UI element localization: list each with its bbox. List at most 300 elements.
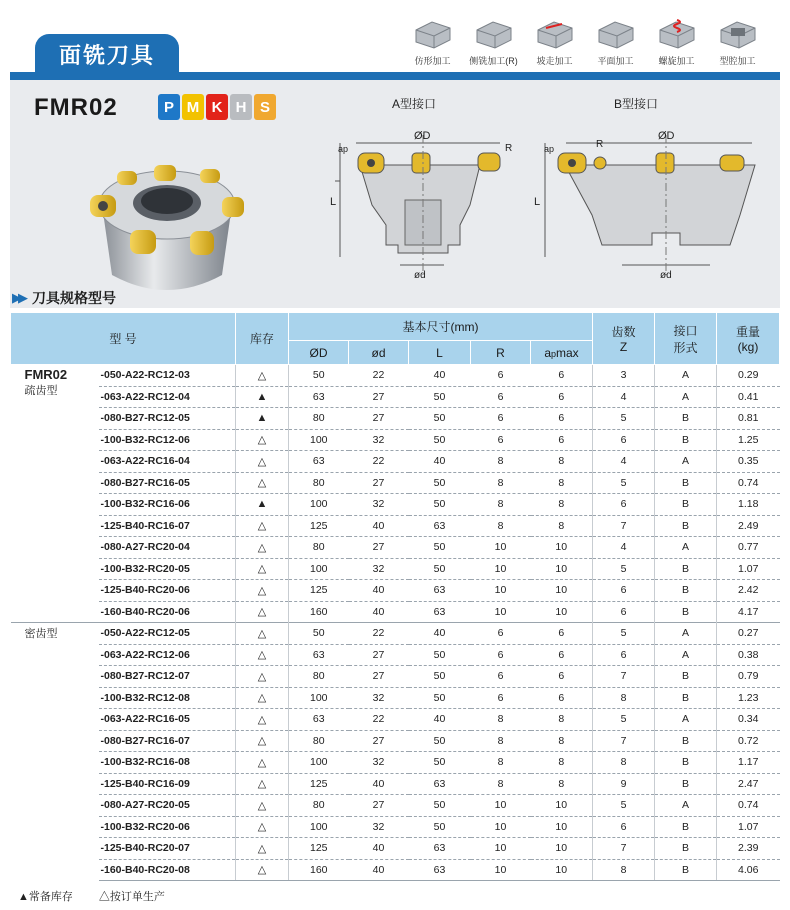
radius-value: 6	[471, 687, 531, 709]
operation-2	[465, 16, 522, 67]
weight-value: 0.79	[717, 666, 780, 688]
stock-status: △	[236, 838, 289, 860]
table-row	[11, 365, 780, 387]
interface-value: B	[655, 494, 717, 516]
table-row	[11, 795, 780, 817]
length-value: 50	[409, 537, 471, 559]
interface-value: A	[655, 365, 717, 387]
table-row	[11, 558, 780, 580]
radius-value: 8	[471, 773, 531, 795]
bore-value: 22	[349, 365, 409, 387]
teeth-value: 7	[593, 730, 655, 752]
model-code: -080-A27-RC20-04	[99, 537, 236, 559]
radius-value: 6	[471, 623, 531, 645]
model-code: -080-B27-RC12-05	[99, 408, 236, 430]
teeth-value: 8	[593, 859, 655, 881]
weight-value: 0.74	[717, 472, 780, 494]
operation-icons	[404, 16, 766, 67]
header-stock: 库存	[236, 313, 289, 365]
radius-value: 6	[471, 666, 531, 688]
bore-value: 32	[349, 752, 409, 774]
diagram-b-label: B型接口	[614, 97, 659, 111]
table-row	[11, 730, 780, 752]
teeth-value: 6	[593, 580, 655, 602]
length-value: 50	[409, 752, 471, 774]
svg-text:ød: ød	[414, 270, 426, 280]
table-row	[11, 494, 780, 516]
grade-badge-p: P	[158, 94, 180, 120]
teeth-value: 7	[593, 838, 655, 860]
bore-value: 27	[349, 408, 409, 430]
operation-6	[709, 16, 766, 67]
model-code: -080-B27-RC16-07	[99, 730, 236, 752]
interface-value: B	[655, 601, 717, 623]
face-mill-tool-image	[72, 135, 262, 300]
legend-stock: ▲常备库存	[18, 891, 73, 903]
weight-value: 0.81	[717, 408, 780, 430]
side-milling-icon	[473, 16, 515, 50]
radius-value: 10	[471, 601, 531, 623]
operation-label: 仿形加工	[414, 56, 451, 66]
apmax-value: 6	[531, 408, 593, 430]
bore-value: 27	[349, 730, 409, 752]
stock-status: △	[236, 472, 289, 494]
table-row	[11, 838, 780, 860]
apmax-value: 6	[531, 429, 593, 451]
operation-label: 螺旋加工	[658, 56, 695, 66]
length-value: 50	[409, 644, 471, 666]
radius-value: 10	[471, 580, 531, 602]
bore-value: 40	[349, 515, 409, 537]
svg-text:R: R	[505, 143, 513, 154]
length-value: 63	[409, 580, 471, 602]
apmax-value: 8	[531, 451, 593, 473]
table-row	[11, 644, 780, 666]
interface-value: B	[655, 515, 717, 537]
interface-value: A	[655, 709, 717, 731]
od-value: 100	[289, 429, 349, 451]
weight-value: 4.06	[717, 859, 780, 881]
stock-status: △	[236, 773, 289, 795]
interface-value: A	[655, 451, 717, 473]
teeth-value: 5	[593, 795, 655, 817]
group-label: 密齿型	[11, 623, 99, 881]
od-value: 63	[289, 709, 349, 731]
bore-value: 32	[349, 687, 409, 709]
weight-value: 0.29	[717, 365, 780, 387]
table-row	[11, 687, 780, 709]
weight-value: 2.47	[717, 773, 780, 795]
radius-value: 6	[471, 365, 531, 387]
svg-text:ød: ød	[660, 270, 672, 280]
bore-value: 27	[349, 644, 409, 666]
radius-value: 10	[471, 795, 531, 817]
length-value: 50	[409, 795, 471, 817]
weight-value: 0.41	[717, 386, 780, 408]
bore-value: 40	[349, 601, 409, 623]
grade-badge-h: H	[230, 94, 252, 120]
face-milling-icon	[595, 16, 637, 50]
stock-status: △	[236, 816, 289, 838]
od-value: 80	[289, 537, 349, 559]
bore-value: 40	[349, 838, 409, 860]
svg-text:ØD: ØD	[414, 130, 431, 142]
length-value: 50	[409, 816, 471, 838]
teeth-value: 6	[593, 601, 655, 623]
svg-text:ap: ap	[544, 144, 555, 154]
interface-value: A	[655, 623, 717, 645]
interface-value: B	[655, 429, 717, 451]
apmax-value: 6	[531, 644, 593, 666]
teeth-value: 5	[593, 558, 655, 580]
bore-value: 22	[349, 623, 409, 645]
radius-value: 10	[471, 558, 531, 580]
length-value: 50	[409, 494, 471, 516]
model-code: -100-B32-RC16-06	[99, 494, 236, 516]
svg-text:L: L	[330, 196, 337, 208]
od-value: 100	[289, 816, 349, 838]
svg-text:ØD: ØD	[658, 130, 675, 142]
operation-3	[526, 16, 583, 67]
stock-status: △	[236, 687, 289, 709]
length-value: 63	[409, 838, 471, 860]
grade-badge-m: M	[182, 94, 204, 120]
length-value: 63	[409, 773, 471, 795]
radius-value: 6	[471, 408, 531, 430]
stock-status: △	[236, 558, 289, 580]
model-code: -080-B27-RC12-07	[99, 666, 236, 688]
model-code: -125-B40-RC16-07	[99, 515, 236, 537]
od-value: 63	[289, 644, 349, 666]
stock-status: ▲	[236, 494, 289, 516]
length-value: 50	[409, 408, 471, 430]
length-value: 63	[409, 859, 471, 881]
interface-value: A	[655, 795, 717, 817]
stock-status: ▲	[236, 386, 289, 408]
od-value: 80	[289, 666, 349, 688]
page-title-text: 面铣刀具	[58, 42, 155, 68]
od-value: 125	[289, 515, 349, 537]
bore-value: 27	[349, 666, 409, 688]
apmax-value: 6	[531, 666, 593, 688]
weight-value: 2.49	[717, 515, 780, 537]
stock-status: △	[236, 795, 289, 817]
length-value: 50	[409, 558, 471, 580]
weight-value: 1.07	[717, 558, 780, 580]
product-panel	[10, 80, 780, 308]
interface-value: A	[655, 644, 717, 666]
stock-status: △	[236, 752, 289, 774]
table-row	[11, 773, 780, 795]
group-label: FMR02 疏齿型	[24, 367, 68, 397]
radius-value: 8	[471, 494, 531, 516]
apmax-value: 8	[531, 730, 593, 752]
model-code: -100-B32-RC20-06	[99, 816, 236, 838]
radius-value: 8	[471, 472, 531, 494]
model-code: -125-B40-RC20-07	[99, 838, 236, 860]
apmax-value: 10	[531, 859, 593, 881]
od-value: 160	[289, 601, 349, 623]
double-chevron-icon: ▶▶	[12, 290, 24, 305]
od-value: 50	[289, 365, 349, 387]
header-od: ød	[349, 341, 409, 365]
stock-status: ▲	[236, 408, 289, 430]
bore-value: 22	[349, 709, 409, 731]
teeth-value: 5	[593, 709, 655, 731]
length-value: 63	[409, 515, 471, 537]
interface-value: B	[655, 859, 717, 881]
stock-status: △	[236, 709, 289, 731]
od-value: 100	[289, 687, 349, 709]
profile-machining-icon	[412, 16, 454, 50]
bore-value: 22	[349, 451, 409, 473]
apmax-value: 10	[531, 537, 593, 559]
interface-value: B	[655, 773, 717, 795]
apmax-value: 8	[531, 494, 593, 516]
interface-value: B	[655, 730, 717, 752]
weight-value: 1.25	[717, 429, 780, 451]
bore-value: 32	[349, 429, 409, 451]
header-R: R	[471, 341, 531, 365]
length-value: 50	[409, 687, 471, 709]
header-model: 型 号	[11, 313, 236, 365]
interface-value: B	[655, 752, 717, 774]
model-code: -080-B27-RC16-05	[99, 472, 236, 494]
radius-value: 8	[471, 730, 531, 752]
model-code: -050-A22-RC12-03	[99, 365, 236, 387]
length-value: 40	[409, 709, 471, 731]
model-code: -100-B32-RC12-06	[99, 429, 236, 451]
section-header	[12, 288, 116, 308]
weight-value: 0.74	[717, 795, 780, 817]
teeth-value: 6	[593, 494, 655, 516]
table-row	[11, 859, 780, 881]
radius-value: 8	[471, 709, 531, 731]
model-code: -063-A22-RC16-05	[99, 709, 236, 731]
bore-value: 27	[349, 472, 409, 494]
bore-value: 40	[349, 859, 409, 881]
header-basic-dim: 基本尺寸(mm)	[289, 313, 593, 341]
stock-status: △	[236, 537, 289, 559]
model-code: -100-B32-RC16-08	[99, 752, 236, 774]
legend-order: △按订单生产	[98, 891, 165, 903]
pocket-machining-icon	[717, 16, 759, 50]
stock-status: △	[236, 666, 289, 688]
header-L: L	[409, 341, 471, 365]
od-value: 100	[289, 558, 349, 580]
apmax-value: 8	[531, 752, 593, 774]
operation-4	[587, 16, 644, 67]
table-row	[11, 408, 780, 430]
model-code: -063-A22-RC12-06	[99, 644, 236, 666]
apmax-value: 10	[531, 558, 593, 580]
page-title	[35, 34, 179, 74]
header-teeth: 齿数 Z	[593, 313, 655, 365]
svg-text:L: L	[534, 196, 541, 208]
table-row	[11, 709, 780, 731]
teeth-value: 6	[593, 644, 655, 666]
apmax-value: 10	[531, 795, 593, 817]
weight-value: 1.18	[717, 494, 780, 516]
table-row	[11, 451, 780, 473]
interface-value: B	[655, 472, 717, 494]
od-value: 50	[289, 623, 349, 645]
weight-value: 2.39	[717, 838, 780, 860]
bore-value: 27	[349, 386, 409, 408]
table-row	[11, 752, 780, 774]
od-value: 80	[289, 795, 349, 817]
apmax-value: 10	[531, 601, 593, 623]
model-code: -125-B40-RC20-06	[99, 580, 236, 602]
teeth-value: 5	[593, 623, 655, 645]
radius-value: 8	[471, 451, 531, 473]
bore-value: 32	[349, 816, 409, 838]
teeth-value: 6	[593, 429, 655, 451]
teeth-value: 7	[593, 515, 655, 537]
apmax-value: 10	[531, 816, 593, 838]
teeth-value: 5	[593, 408, 655, 430]
apmax-value: 6	[531, 386, 593, 408]
stock-status: △	[236, 859, 289, 881]
radius-value: 6	[471, 429, 531, 451]
ramping-icon	[534, 16, 576, 50]
apmax-value: 8	[531, 472, 593, 494]
model-code: -063-A22-RC12-04	[99, 386, 236, 408]
model-code: -160-B40-RC20-06	[99, 601, 236, 623]
od-value: 80	[289, 472, 349, 494]
weight-value: 0.72	[717, 730, 780, 752]
model-code: -080-A27-RC20-05	[99, 795, 236, 817]
table-row	[11, 429, 780, 451]
radius-value: 10	[471, 537, 531, 559]
stock-status: △	[236, 644, 289, 666]
weight-value: 1.07	[717, 816, 780, 838]
teeth-value: 8	[593, 687, 655, 709]
apmax-value: 10	[531, 838, 593, 860]
teeth-value: 3	[593, 365, 655, 387]
diagram-b-drawing	[530, 125, 770, 280]
apmax-value: 6	[531, 687, 593, 709]
length-value: 50	[409, 666, 471, 688]
table-row	[11, 386, 780, 408]
stock-status: △	[236, 451, 289, 473]
diagram-a-drawing	[320, 125, 530, 280]
header-OD: ØD	[289, 341, 349, 365]
apmax-value: 6	[531, 365, 593, 387]
grade-badge-s: S	[254, 94, 276, 120]
od-value: 100	[289, 494, 349, 516]
od-value: 80	[289, 730, 349, 752]
stock-status: △	[236, 601, 289, 623]
teeth-value: 4	[593, 386, 655, 408]
teeth-value: 4	[593, 537, 655, 559]
helical-machining-icon	[656, 16, 698, 50]
teeth-value: 6	[593, 816, 655, 838]
stock-status: △	[236, 365, 289, 387]
bore-value: 40	[349, 773, 409, 795]
weight-value: 0.34	[717, 709, 780, 731]
interface-value: B	[655, 666, 717, 688]
section-title: 刀具规格型号	[32, 290, 116, 306]
interface-value: B	[655, 838, 717, 860]
table-row	[11, 601, 780, 623]
radius-value: 8	[471, 515, 531, 537]
interface-value: A	[655, 386, 717, 408]
interface-value: B	[655, 580, 717, 602]
bore-value: 27	[349, 537, 409, 559]
table-row	[11, 515, 780, 537]
weight-value: 0.38	[717, 644, 780, 666]
model-code: -100-B32-RC20-05	[99, 558, 236, 580]
length-value: 40	[409, 623, 471, 645]
weight-value: 2.42	[717, 580, 780, 602]
interface-value: B	[655, 558, 717, 580]
teeth-value: 8	[593, 752, 655, 774]
bore-value: 32	[349, 494, 409, 516]
length-value: 40	[409, 451, 471, 473]
bore-value: 40	[349, 580, 409, 602]
weight-value: 0.77	[717, 537, 780, 559]
bore-value: 27	[349, 795, 409, 817]
svg-text:ap: ap	[338, 144, 349, 154]
bore-value: 32	[349, 558, 409, 580]
operation-1	[404, 16, 461, 67]
operation-label: 坡走加工	[536, 56, 573, 66]
header-weight: 重量 (kg)	[717, 313, 780, 365]
radius-value: 10	[471, 816, 531, 838]
weight-value: 1.23	[717, 687, 780, 709]
stock-status: △	[236, 730, 289, 752]
weight-value: 1.17	[717, 752, 780, 774]
teeth-value: 9	[593, 773, 655, 795]
svg-text:R: R	[596, 139, 604, 150]
model-code: -100-B32-RC12-08	[99, 687, 236, 709]
length-value: 50	[409, 472, 471, 494]
apmax-value: 6	[531, 623, 593, 645]
od-value: 100	[289, 752, 349, 774]
radius-value: 6	[471, 386, 531, 408]
apmax-value: 8	[531, 709, 593, 731]
apmax-value: 8	[531, 773, 593, 795]
od-value: 63	[289, 451, 349, 473]
stock-status: △	[236, 580, 289, 602]
table-row	[11, 537, 780, 559]
stock-status: △	[236, 623, 289, 645]
apmax-value: 8	[531, 515, 593, 537]
radius-value: 10	[471, 859, 531, 881]
grade-badges	[158, 94, 276, 120]
length-value: 50	[409, 730, 471, 752]
table-row	[11, 816, 780, 838]
operation-label: 平面加工	[597, 56, 634, 66]
model-code: -050-A22-RC12-05	[99, 623, 236, 645]
model-title: FMR02	[34, 94, 118, 121]
weight-value: 0.35	[717, 451, 780, 473]
operation-5	[648, 16, 705, 67]
header-apmax: apmax	[531, 341, 593, 365]
radius-value: 10	[471, 838, 531, 860]
grade-badge-k: K	[206, 94, 228, 120]
operation-label: 型腔加工	[719, 56, 756, 66]
interface-value: B	[655, 687, 717, 709]
length-value: 50	[409, 386, 471, 408]
model-code: -063-A22-RC16-04	[99, 451, 236, 473]
stock-status: △	[236, 515, 289, 537]
diagram-a-label: A型接口	[392, 97, 437, 111]
operation-label: 侧铣加工(R)	[469, 56, 518, 66]
teeth-value: 4	[593, 451, 655, 473]
radius-value: 6	[471, 644, 531, 666]
